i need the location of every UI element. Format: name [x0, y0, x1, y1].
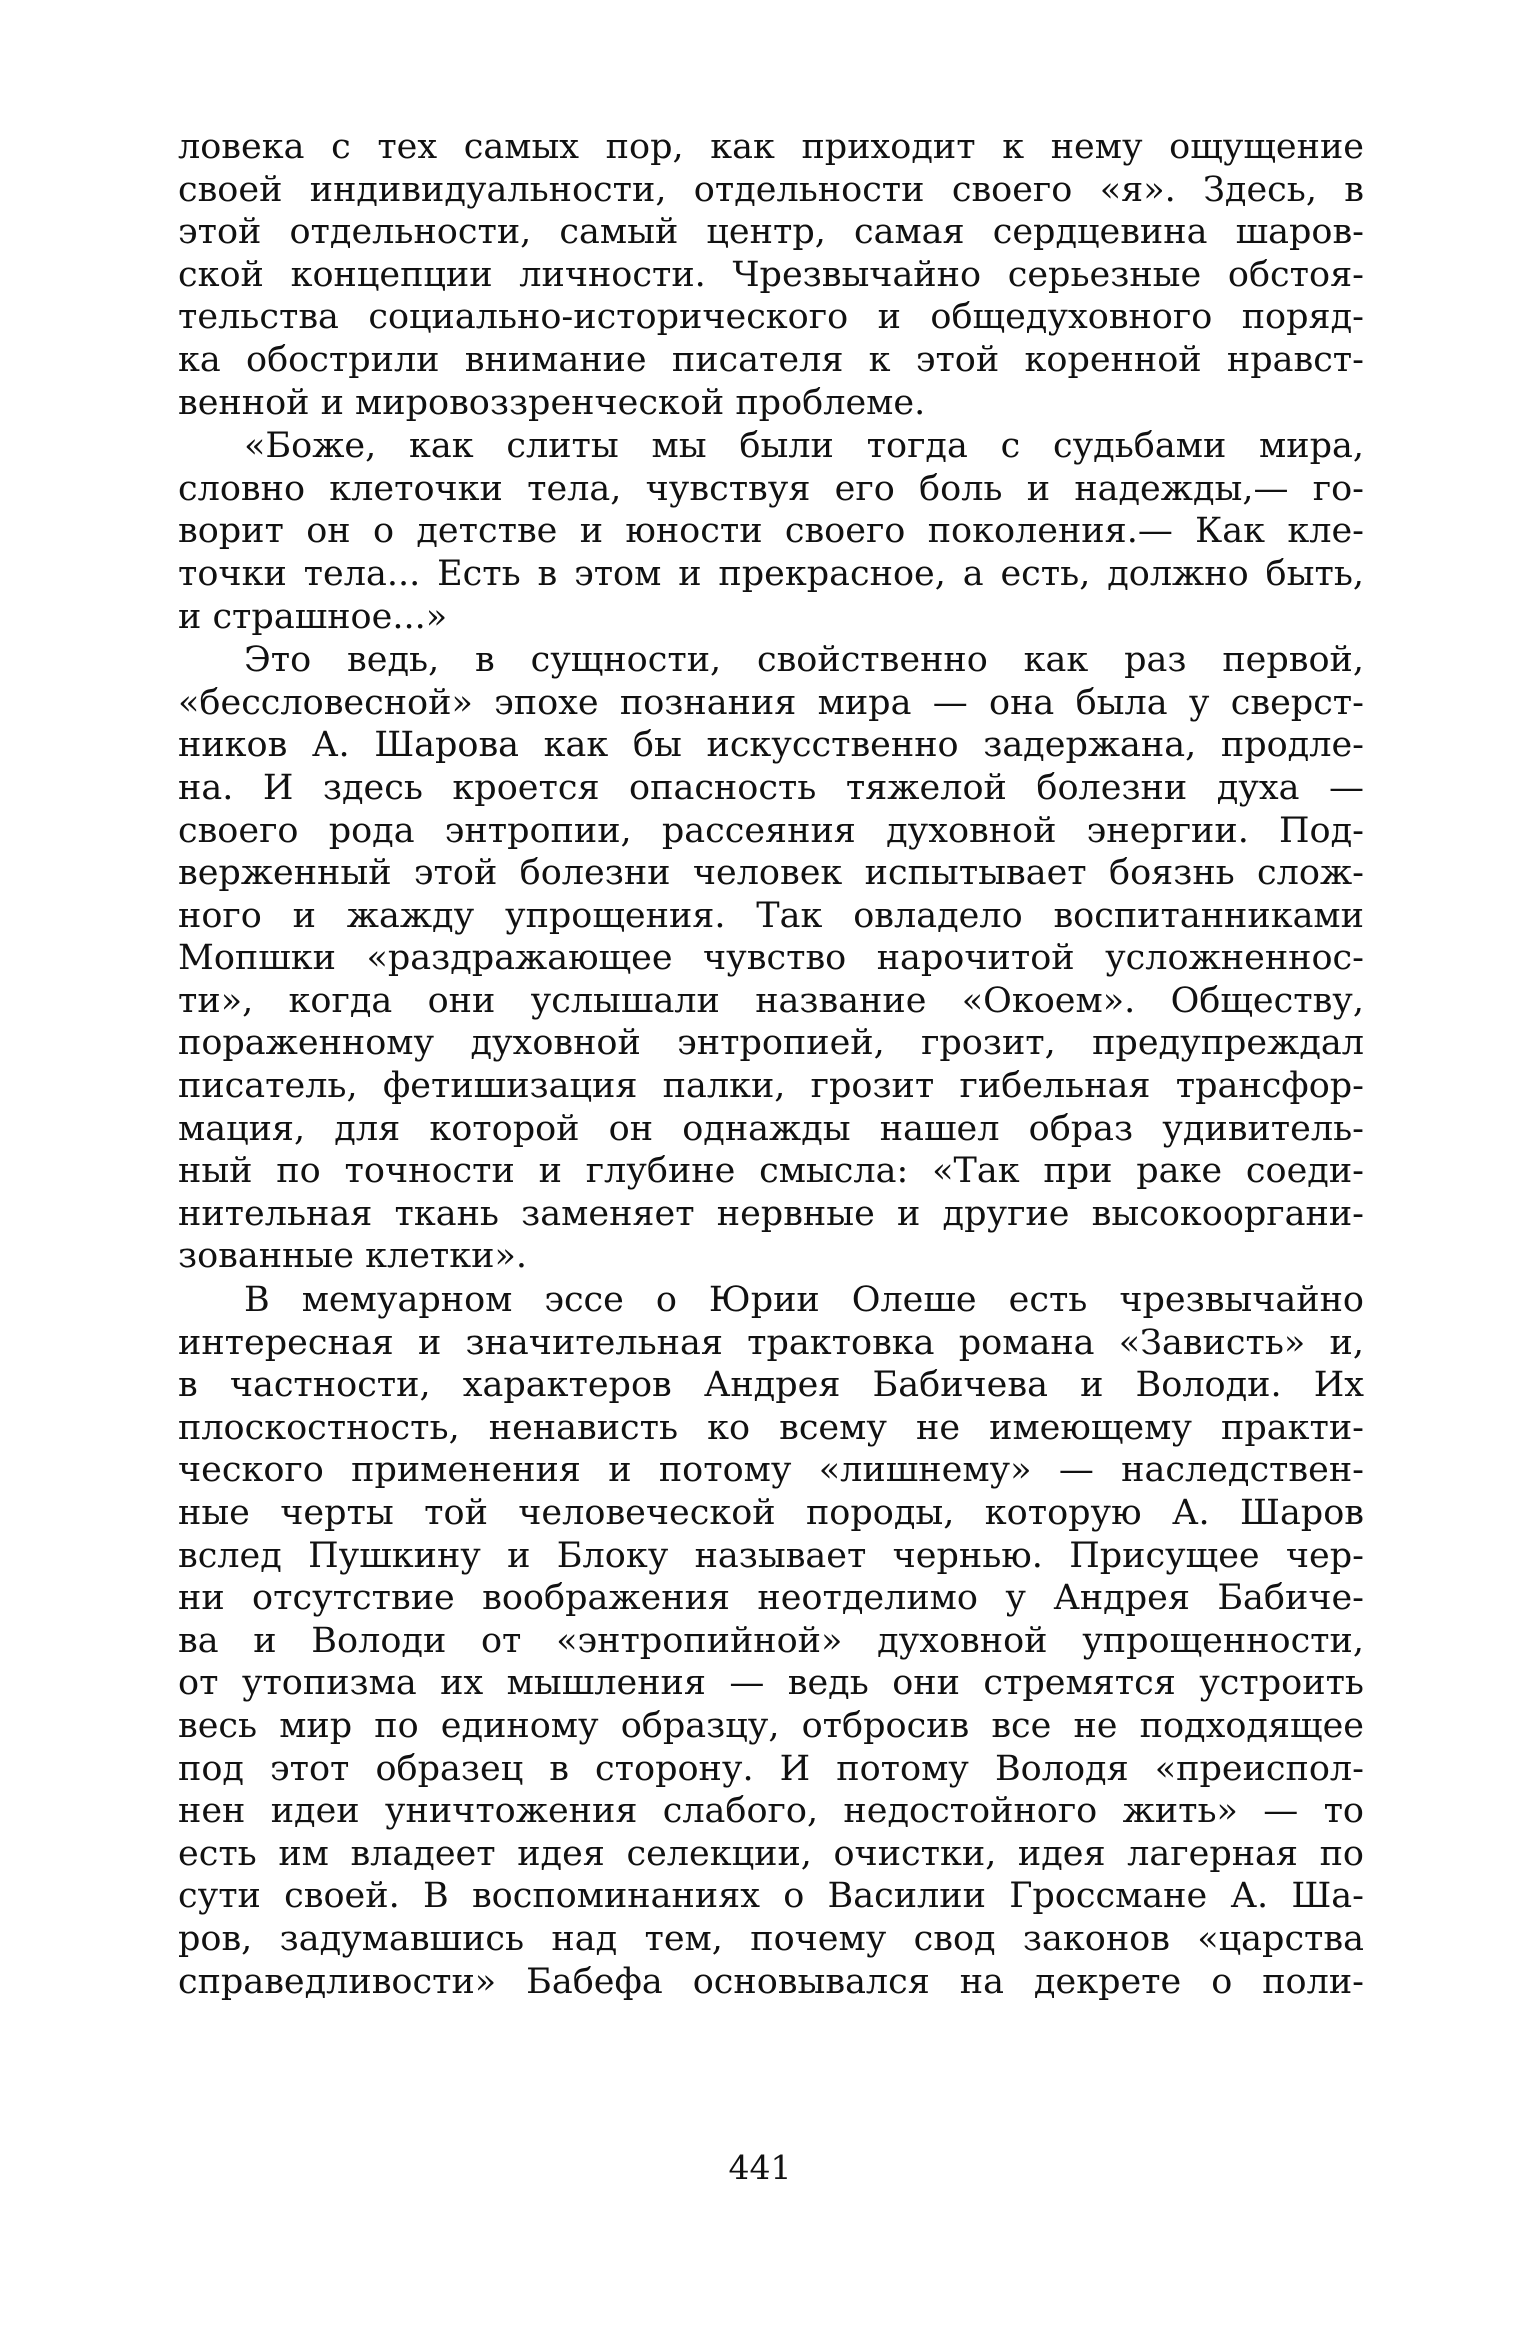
paragraph — [178, 1279, 1364, 2003]
text-line: своего рода энтропии, рассеяния духовной энергии. Под- — [178, 810, 1364, 851]
text-line: весь мир по единому образцу, отбросив все не подходящее — [178, 1705, 1364, 1746]
text-line: ворит он о детстве и юности своего поколения.— Как кле- — [178, 511, 1364, 552]
text-line: ловека с тех самых пор, как приходит к нему ощущение — [178, 127, 1364, 167]
text-line: сути своей. В воспоминаниях о Василии Гроссмане А. Ша- — [178, 1876, 1364, 1917]
text-line: своей индивидуальности, отдельности своего «я». Здесь, в — [178, 169, 1364, 210]
text-line: Мопшки «раздражающее чувство нарочитой усложненнос- — [178, 938, 1364, 979]
text-line: «Боже, как слиты мы были тогда с судьбами мира, — [244, 426, 1364, 467]
text-line: есть им владеет идея селекции, очистки, идея лагерная по — [178, 1833, 1364, 1874]
body-text — [178, 126, 1364, 2004]
text-line: «бессловесной» эпохе познания мира — она была у сверст- — [178, 682, 1364, 723]
text-line: на. И здесь кроется опасность тяжелой болезни духа — — [178, 767, 1364, 808]
text-line: ва и Володи от «энтропийной» духовной упрощенности, — [178, 1620, 1364, 1661]
text-line: писатель, фетишизация палки, грозит гибельная трансфор- — [178, 1066, 1364, 1107]
text-line: плоскостность, ненависть ко всему не имеющему практи- — [178, 1407, 1364, 1448]
text-line: ка обострили внимание писателя к этой коренной нравст- — [178, 339, 1364, 380]
paragraph — [178, 126, 1364, 424]
text-line: вслед Пушкину и Блоку называет чернью. Присущее чер- — [178, 1535, 1364, 1576]
text-line: венной и мировоззренческой проблеме. — [178, 382, 926, 423]
paragraph — [178, 639, 1364, 1278]
text-line: этой отдельности, самый центр, самая сердцевина шаров- — [178, 212, 1364, 253]
text-line: нен идеи уничтожения слабого, недостойного жить» — то — [178, 1791, 1364, 1832]
text-line: ческого применения и потому «лишнему» — наследствен- — [178, 1450, 1364, 1491]
text-line: зованные клетки». — [178, 1236, 528, 1277]
text-line: справедливости» Бабефа основывался на декрете о поли- — [178, 1961, 1364, 2002]
text-line: и страшное...» — [178, 596, 448, 637]
text-line: ти», когда они услышали название «Окоем». Обществу, — [178, 980, 1364, 1021]
text-line: интересная и значительная трактовка романа «Зависть» и, — [178, 1322, 1364, 1363]
paragraph — [178, 425, 1364, 638]
text-line: В мемуарном эссе о Юрии Олеше есть чрезвычайно — [244, 1280, 1364, 1321]
text-line: в частности, характеров Андрея Бабичева и Володи. Их — [178, 1365, 1364, 1406]
text-line: мация, для которой он однажды нашел образ удивитель- — [178, 1108, 1364, 1149]
text-line: ской концепции личности. Чрезвычайно серьезные обстоя- — [178, 254, 1364, 295]
text-line: нительная ткань заменяет нервные и другие высокооргани- — [178, 1193, 1364, 1234]
text-line: тельства социально-исторического и общедуховного поряд- — [178, 297, 1364, 338]
text-line: словно клеточки тела, чувствуя его боль и надежды,— го- — [178, 468, 1364, 509]
text-line: Это ведь, в сущности, свойственно как раз первой, — [244, 640, 1364, 681]
text-line: ни отсутствие воображения неотделимо у Андрея Бабиче- — [178, 1578, 1364, 1619]
text-line: ные черты той человеческой породы, которую А. Шаров — [178, 1493, 1364, 1533]
text-line: ников А. Шарова как бы искусственно задержана, продле- — [178, 725, 1364, 766]
page-number: 441 — [728, 2148, 792, 2187]
text-line: точки тела... Есть в этом и прекрасное, а есть, должно быть, — [178, 553, 1364, 594]
text-line: ный по точности и глубине смысла: «Так при раке соеди- — [178, 1151, 1364, 1192]
text-line: ров, задумавшись над тем, почему свод законов «царства — [178, 1918, 1364, 1959]
text-line: пораженному духовной энтропией, грозит, предупреждал — [178, 1023, 1364, 1064]
text-line: под этот образец в сторону. И потому Володя «преиспол- — [178, 1748, 1364, 1789]
text-line: ного и жажду упрощения. Так овладело воспитанниками — [178, 895, 1364, 936]
text-line: от утопизма их мышления — ведь они стремятся устроить — [178, 1663, 1364, 1704]
text-line: верженный этой болезни человек испытывает боязнь слож- — [178, 853, 1364, 894]
